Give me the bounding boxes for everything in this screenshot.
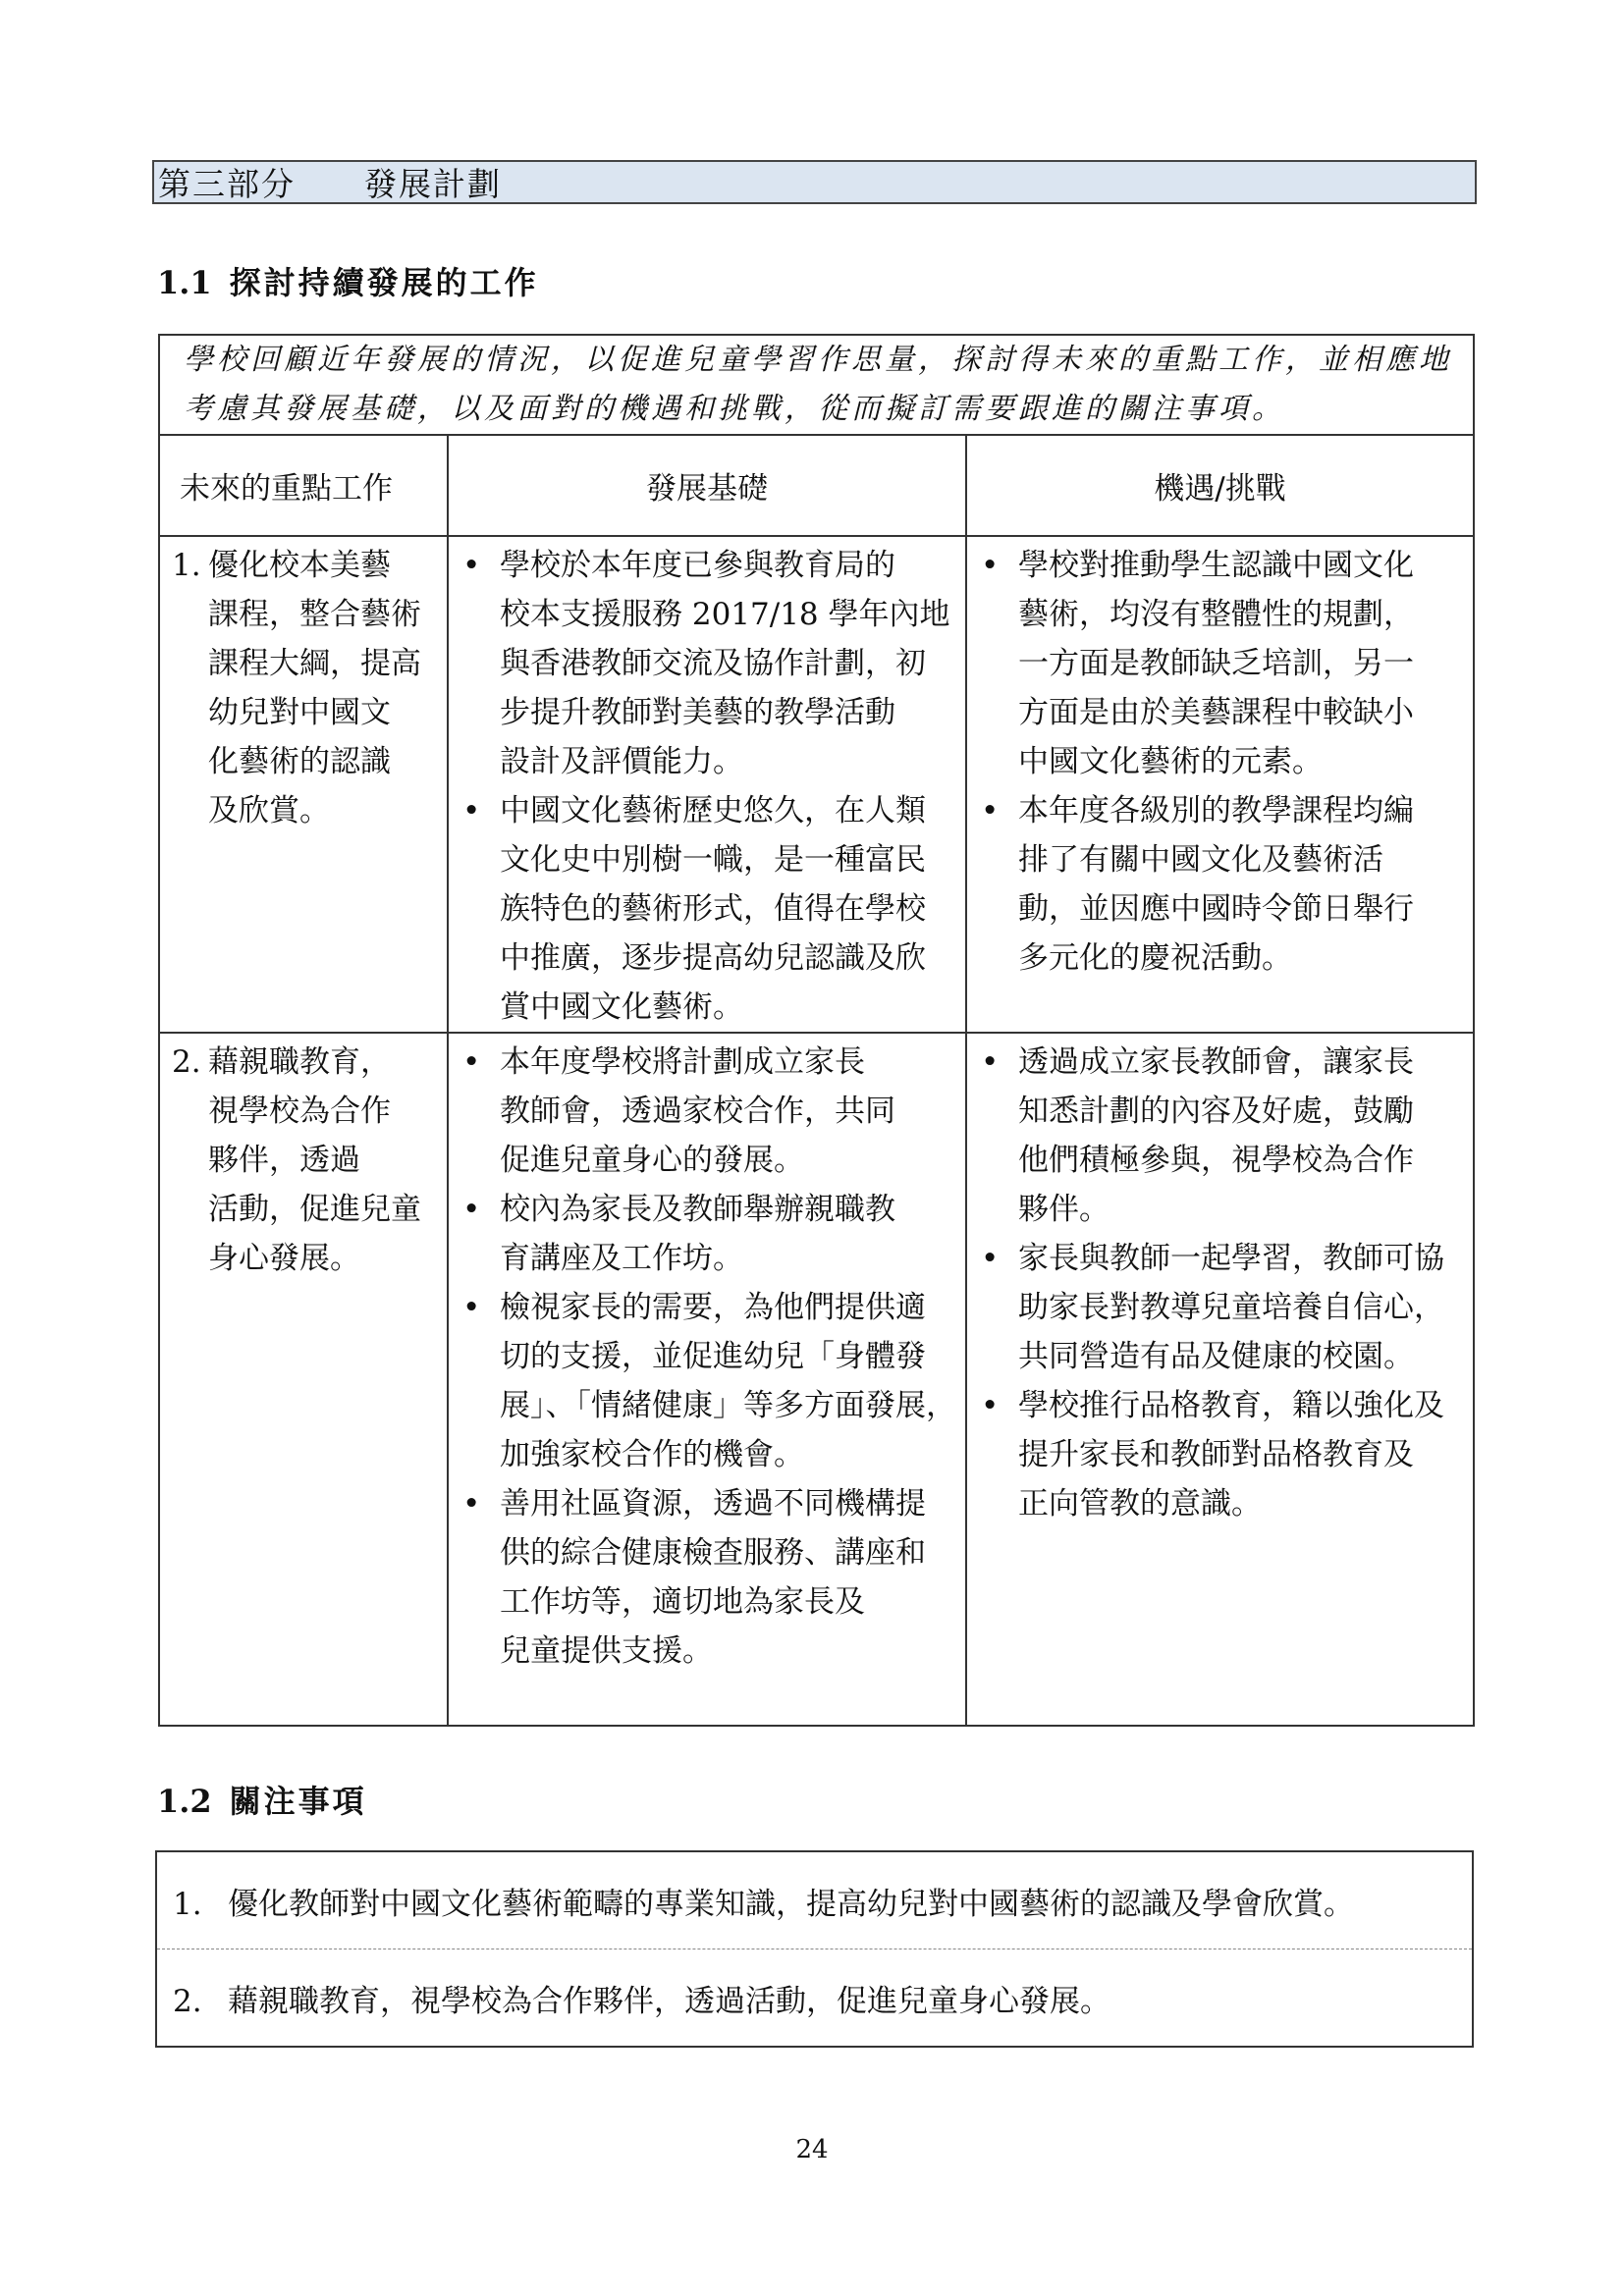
line: • 善用社區資源，透過不同機構提 [500,1486,926,1522]
table-row [156,1851,1473,1949]
line: 兒童提供支援。 [500,1633,713,1669]
line: 促進兒童身心的發展。 [500,1143,804,1178]
focus-line: 課程大綱，提高 [208,646,421,681]
line: • 校內為家長及教師舉辦親職教 [500,1192,895,1227]
line: 育講座及工作坊。 [500,1241,743,1276]
line: 排了有關中國文化及藝術活 [1018,842,1383,878]
focus-line: 優化校本美藝 [208,548,391,583]
basis-cell [448,1033,966,1726]
line: • 學校於本年度已參與教育局的 [500,548,895,583]
focus-line: 化藝術的認識 [208,744,391,779]
line: 夥伴。 [1018,1192,1110,1227]
table-row [156,1949,1473,2048]
line: 他們積極參與，視學校為合作 [1018,1143,1414,1178]
line: 共同營造有品及健康的校園。 [1018,1339,1414,1374]
line: 方面是由於美藝課程中較缺小 [1018,695,1414,730]
line: 中國文化藝術的元素。 [1018,744,1323,779]
header-challenges: 機遇/挑戰 [966,435,1474,536]
line: 步提升教師對美藝的教學活動 [500,695,895,730]
section-heading-1-2 [157,1777,367,1822]
line: • 透過成立家長教師會，讓家長 [1018,1044,1414,1080]
intro-line: 學校回顧近年發展的情況，以促進兒童學習作思量，探討得未來的重點工作，並相應地 [184,343,1452,377]
development-plan-table [158,334,1475,1727]
concern-item [156,1949,1473,2048]
line: 教師會，透過家校合作，共同 [500,1094,895,1129]
concern-text: 優化教師對中國文化藝術範疇的專業知識，提高幼兒對中國藝術的認識及學會欣賞。 [228,1886,1354,1922]
line: 校本支援服務 2017/18 學年內地 [500,597,950,632]
line: 文化史中別樹一幟，是一種富民 [500,842,926,878]
line: 賞中國文化藝術。 [500,989,743,1025]
list-item [977,1234,1465,1381]
section-heading-1-1 [157,258,539,303]
concern-number: 2. [173,1983,202,2019]
list-item [459,541,957,786]
list-item [459,1038,957,1185]
line: • 本年度各級別的教學課程均編 [1018,793,1414,828]
challenges-cell [966,536,1474,1033]
line: 供的綜合健康檢查服務、講座和 [500,1535,926,1571]
line: • 學校對推動學生認識中國文化 [1018,548,1414,583]
line: 藝術，均沒有整體性的規劃， [1018,597,1414,632]
page-number: 24 [795,2135,829,2164]
line: 多元化的慶祝活動。 [1018,940,1292,976]
focus-line: 課程，整合藝術 [208,597,421,632]
concern-text: 藉親職教育，視學校為合作夥伴，透過活動，促進兒童身心發展。 [228,1983,1110,2019]
focus-number: 1. [172,548,201,583]
line: 中推廣，逐步提高幼兒認識及欣 [500,940,926,976]
line: 加強家校合作的機會。 [500,1437,804,1472]
header-basis: 發展基礎 [448,435,966,536]
line: 知悉計劃的內容及好處，鼓勵 [1018,1094,1414,1129]
focus-line: 幼兒對中國文 [208,695,391,730]
focus-number: 2. [172,1044,201,1080]
line: 展」、「情緒健康」等多方面發展， [500,1388,956,1423]
line: 助家長對教導兒童培養自信心， [1018,1290,1444,1325]
header-focus-work: 未來的重點工作 [159,435,448,536]
focus-line: 視學校為合作 [208,1094,391,1129]
table-row [159,536,1474,1033]
concern-number: 1. [173,1886,202,1922]
challenges-cell [966,1033,1474,1726]
part-label: 第三部分 [158,165,296,203]
section-title: 探討持續發展的工作 [229,264,539,301]
section-number: 1.2 [157,1783,212,1820]
line: 工作坊等，適切地為家長及 [500,1584,865,1620]
line: • 檢視家長的需要，為他們提供適 [500,1290,926,1325]
focus-cell [159,1033,448,1726]
list-item [459,1185,957,1283]
line: 族特色的藝術形式，值得在學校 [500,891,926,927]
list-item [977,786,1465,983]
line: 一方面是教師缺乏培訓，另一 [1018,646,1414,681]
line: • 學校推行品格教育，籍以強化及 [1018,1388,1444,1423]
focus-cell [159,536,448,1033]
intro-text [159,335,1474,435]
line: 提升家長和教師對品格教育及 [1018,1437,1414,1472]
focus-line: 藉親職教育， [208,1044,391,1080]
line: 切的支援，並促進幼兒「身體發 [500,1339,926,1374]
list-item [977,1038,1465,1234]
part-title: 發展計劃 [364,165,502,203]
line: 與香港教師交流及協作計劃，初 [500,646,926,681]
section-title: 關注事項 [229,1783,367,1820]
list-item [459,1283,957,1479]
intro-line: 考慮其發展基礎，以及面對的機遇和挑戰，從而擬訂需要跟進的關注事項。 [184,392,1285,426]
line: 正向管教的意識。 [1018,1486,1262,1522]
line: • 家長與教師一起學習，教師可協 [1018,1241,1444,1276]
concern-item [156,1851,1473,1949]
list-item [977,541,1465,786]
part-header [152,160,1477,204]
list-item [459,1479,957,1676]
section-number: 1.1 [157,264,212,301]
line: • 中國文化藝術歷史悠久，在人類 [500,793,926,828]
list-item [459,786,957,1032]
focus-line: 及欣賞。 [208,793,330,828]
line: • 本年度學校將計劃成立家長 [500,1044,865,1080]
line: 動，並因應中國時令節日舉行 [1018,891,1414,927]
focus-line: 夥伴，透過 [208,1143,360,1178]
focus-line: 活動，促進兒童 [208,1192,421,1227]
basis-cell [448,536,966,1033]
focus-line: 身心發展。 [208,1241,360,1276]
table-row [159,1033,1474,1726]
concerns-table [155,1850,1474,2048]
line: 設計及評價能力。 [500,744,743,779]
list-item [977,1381,1465,1528]
